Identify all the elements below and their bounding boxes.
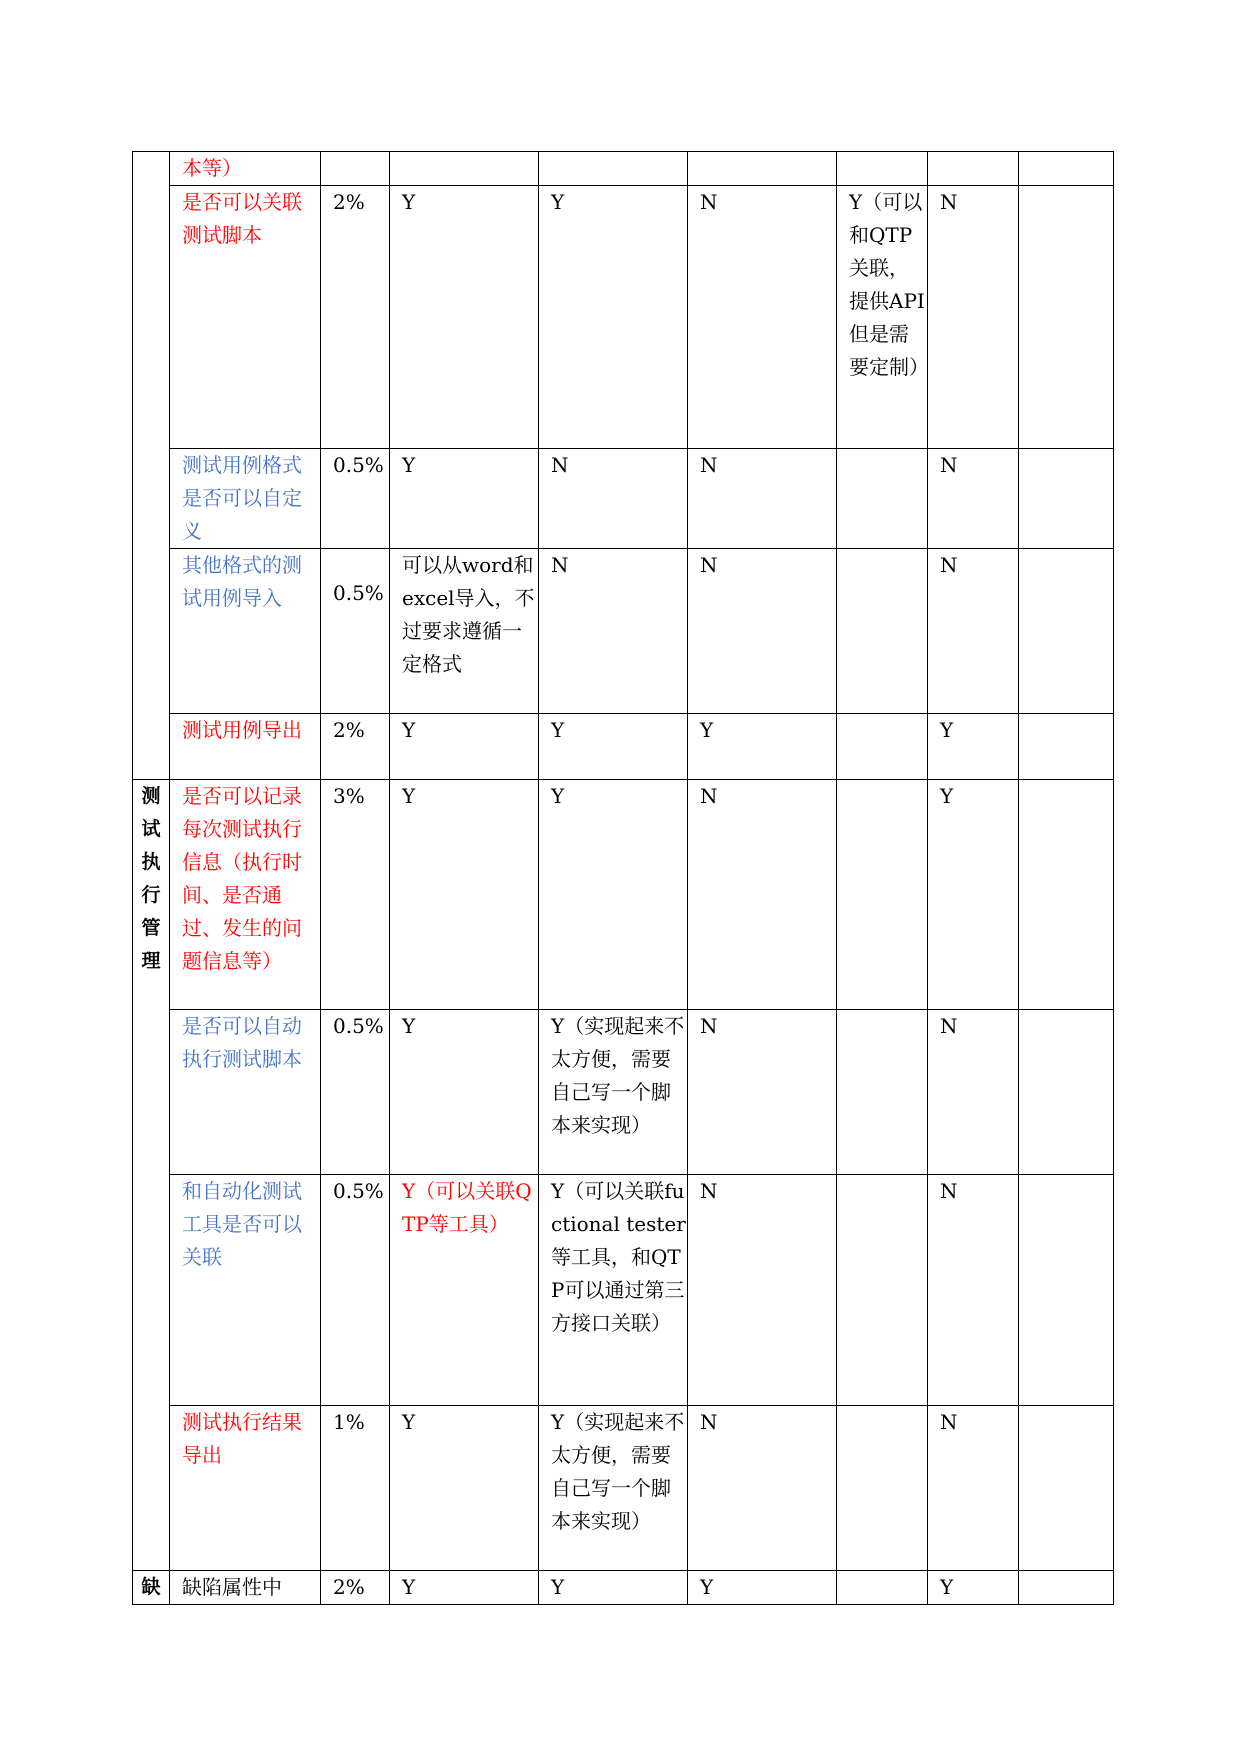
table-row (133, 1175, 1114, 1406)
tool-cell: Y (390, 1010, 539, 1175)
tool-cell (837, 780, 928, 1010)
tool-cell: Y (390, 449, 539, 549)
feature-cell: 本等） (170, 152, 321, 186)
feature-cell: 缺陷属性中 (170, 1571, 321, 1605)
tool-cell (1019, 186, 1114, 449)
tool-cell: N (688, 449, 837, 549)
weight-cell: 3% (321, 780, 390, 1010)
table-row (133, 714, 1114, 780)
weight-cell: 0.5% (321, 549, 390, 714)
category-label: 测试执行管理 (141, 785, 161, 972)
weight-cell: 1% (321, 1406, 390, 1571)
weight-cell: 0.5% (321, 1175, 390, 1406)
table-row (133, 186, 1114, 449)
tool-cell: N (928, 1406, 1019, 1571)
tool-cell: 可以从word和excel导入，不过要求遵循一定格式 (390, 549, 539, 714)
tool-cell: Y (688, 714, 837, 780)
tool-cell: N (539, 549, 688, 714)
tool-cell: N (688, 1010, 837, 1175)
weight-cell: 0.5% (321, 1010, 390, 1175)
feature-cell: 和自动化测试工具是否可以关联 (170, 1175, 321, 1406)
category-cell (133, 152, 170, 780)
tool-cell: N (928, 549, 1019, 714)
tool-cell: Y (539, 186, 688, 449)
tool-cell (1019, 1571, 1114, 1605)
feature-cell: 测试用例导出 (170, 714, 321, 780)
tool-cell: Y (928, 780, 1019, 1010)
table-row (133, 152, 1114, 186)
table-row (133, 449, 1114, 549)
tool-cell: N (539, 449, 688, 549)
table-row (133, 780, 1114, 1010)
tool-cell (1019, 1010, 1114, 1175)
tool-cell (837, 1571, 928, 1605)
tool-cell: Y (539, 780, 688, 1010)
table-row (133, 1010, 1114, 1175)
tool-cell (837, 549, 928, 714)
tool-cell (1019, 780, 1114, 1010)
category-cell (133, 780, 170, 1571)
tool-cell (1019, 549, 1114, 714)
tool-cell: N (928, 449, 1019, 549)
feature-cell: 测试执行结果导出 (170, 1406, 321, 1571)
tool-cell: Y (390, 1406, 539, 1571)
category-label: 缺 (141, 1576, 161, 1598)
tool-cell: Y (928, 714, 1019, 780)
tool-cell: N (688, 186, 837, 449)
tool-cell (928, 152, 1019, 186)
weight-cell: 2% (321, 1571, 390, 1605)
tool-cell: N (688, 1406, 837, 1571)
tool-cell (688, 152, 837, 186)
tool-cell: Y (390, 714, 539, 780)
tool-cell: Y (688, 1571, 837, 1605)
feature-cell: 其他格式的测试用例导入 (170, 549, 321, 714)
table-row (133, 1571, 1114, 1605)
tool-cell (1019, 152, 1114, 186)
tool-cell (1019, 714, 1114, 780)
tool-cell: N (688, 780, 837, 1010)
weight-cell (321, 152, 390, 186)
feature-cell: 是否可以记录每次测试执行信息（执行时间、是否通过、发生的问题信息等） (170, 780, 321, 1010)
tool-cell (1019, 449, 1114, 549)
weight-cell: 2% (321, 186, 390, 449)
tool-cell: Y (390, 186, 539, 449)
tool-cell (837, 1175, 928, 1406)
tool-cell (837, 1406, 928, 1571)
table-row (133, 1406, 1114, 1571)
feature-cell: 是否可以自动执行测试脚本 (170, 1010, 321, 1175)
tool-cell: Y（实现起来不太方便，需要自己写一个脚本来实现） (539, 1010, 688, 1175)
tool-cell (1019, 1175, 1114, 1406)
tool-cell: N (688, 549, 837, 714)
tool-cell: N (928, 1175, 1019, 1406)
tool-cell: Y（可以关联QTP等工具） (390, 1175, 539, 1406)
category-cell (133, 1571, 170, 1605)
tool-cell (837, 152, 928, 186)
table-row (133, 549, 1114, 714)
tool-cell: Y (539, 714, 688, 780)
tool-cell (837, 449, 928, 549)
tool-cell: Y (390, 780, 539, 1010)
feature-cell: 测试用例格式是否可以自定义 (170, 449, 321, 549)
tool-cell (837, 1010, 928, 1175)
tool-cell (539, 152, 688, 186)
tool-cell: Y (928, 1571, 1019, 1605)
feature-cell: 是否可以关联测试脚本 (170, 186, 321, 449)
tool-cell: Y（可以关联fuctional tester等工具，和QTP可以通过第三方接口关联） (539, 1175, 688, 1406)
tool-cell: Y（可以和QTP关联，提供API但是需要定制） (837, 186, 928, 449)
comparison-table (132, 151, 1114, 1605)
tool-cell: Y (539, 1571, 688, 1605)
weight-cell: 0.5% (321, 449, 390, 549)
tool-cell: Y（实现起来不太方便，需要自己写一个脚本来实现） (539, 1406, 688, 1571)
tool-cell: N (928, 186, 1019, 449)
tool-cell (1019, 1406, 1114, 1571)
tool-cell: N (688, 1175, 837, 1406)
tool-cell: Y (390, 1571, 539, 1605)
tool-cell: N (928, 1010, 1019, 1175)
weight-cell: 2% (321, 714, 390, 780)
tool-cell (837, 714, 928, 780)
tool-cell (390, 152, 539, 186)
